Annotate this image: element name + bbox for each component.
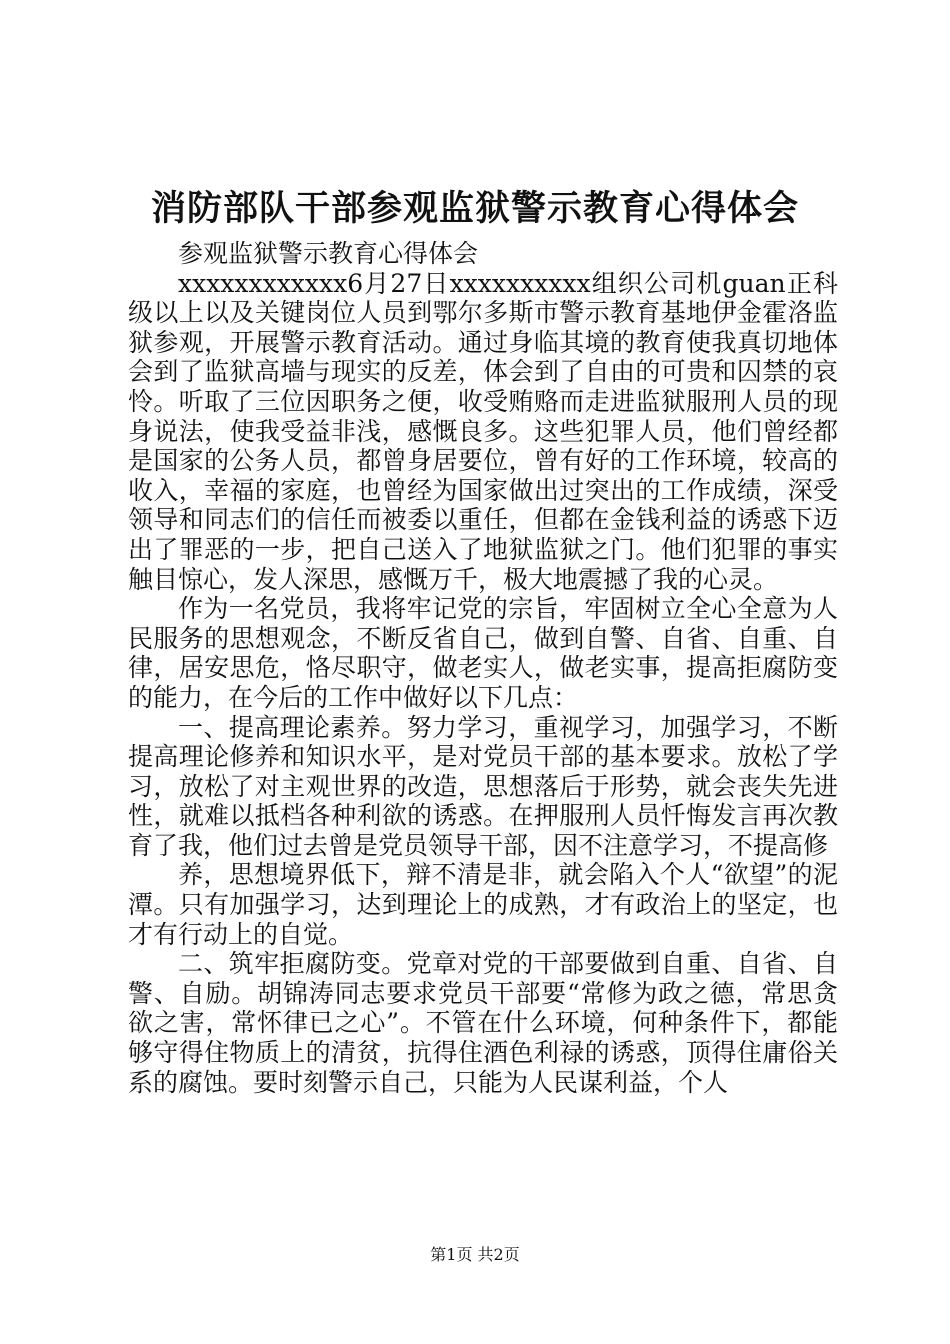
body-paragraph: xxxxxxxxxxxx6月27日xxxxxxxxxx组织公司机guan正科级以上以及关键岗位人员到鄂尔多斯市警示教育基地伊金霍洛监狱参观，开展警示教育活动。通过身临其境的教育使我真切地体会到了监狱高墙与现实的反差，体会到了自由的可贵和囚禁的哀怜。听取了三位因职务之便，收受贿赂而走进监狱服刑人员的现身说法，使我受益非浅，感慨良多。这些犯罪人员，他们曾经都是国家的公务人员，都曾身居要位，曾有好的工作环境，较高的收入，幸福的家庭，也曾经为国家做出过突出的工作成绩，深受领导和同志们的信任而被委以重任，但都在金钱利益的诱惑下迈出了罪恶的一步，把自己送入了地狱监狱之门。他们犯罪的事实触目惊心，发人深思，感慨万千，极大地震撼了我的心灵。 xyxy=(128,268,838,594)
body-paragraph: 养，思想境界低下，辩不清是非，就会陷入个人“欲望”的泥潭。只有加强学习，达到理论上的成熟，才有政治上的坚定，也才有行动上的自觉。 xyxy=(128,860,838,949)
subtitle-paragraph: 参观监狱警示教育心得体会 xyxy=(178,239,479,268)
page-footer: 第1页 共2页 xyxy=(430,1245,520,1264)
body-paragraph: 作为一名党员，我将牢记党的宗旨，牢固树立全心全意为人民服务的思想观念，不断反省自己，做到自警、自省、自重、自律，居安思危，恪尽职守，做老实人，做老实事，提高拒腐防变的能力，在今后的工作中做好以下几点： xyxy=(128,594,838,712)
body-paragraph: 一、提高理论素养。努力学习，重视学习，加强学习，不断提高理论修养和知识水平，是对党员干部的基本要求。放松了学习，放松了对主观世界的改造，思想落后于形势，就会丧失先进性，就难以抵档各种利欲的诱惑。在押服刑人员忏悔发言再次教育了我，他们过去曾是党员领导干部，因不注意学习，不提高修 xyxy=(128,712,838,860)
body-paragraph: 二、筑牢拒腐防变。党章对党的干部要做到自重、自省、自警、自励。胡锦涛同志要求党员干部要“常修为政之德，常思贪欲之害，常怀律已之心”。不管在什么环境，何种条件下，都能够守得住物质上的清贫，抗得住酒色利禄的诱惑，顶得住庸俗关系的腐蚀。要时刻警示自己，只能为人民谋利益，个人 xyxy=(128,949,838,1097)
document-title: 消防部队干部参观监狱警示教育心得体会 xyxy=(150,188,799,229)
document-body xyxy=(128,239,838,1097)
